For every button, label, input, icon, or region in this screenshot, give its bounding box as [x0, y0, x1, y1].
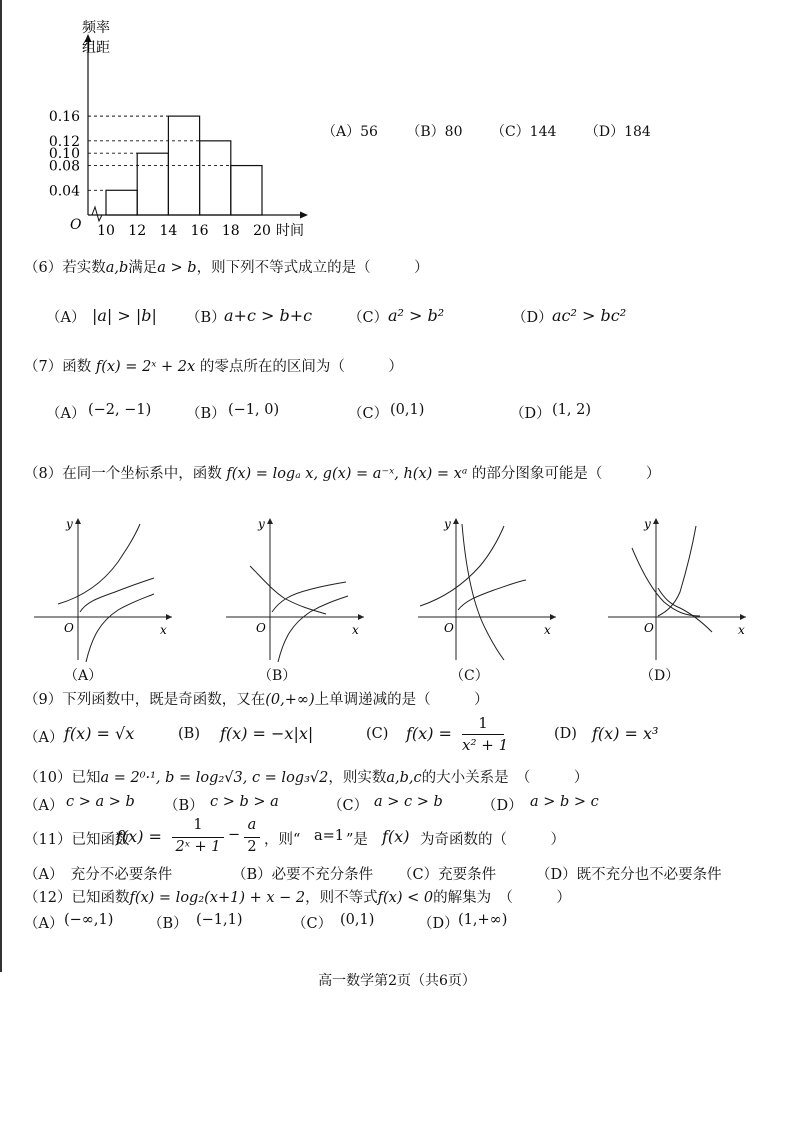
q6-stem: （6）若实数a,b满足a > b，则下列不等式成立的是（ ）	[24, 260, 429, 276]
q8-graph-c	[414, 512, 562, 662]
y-axis-label: y	[644, 517, 651, 531]
q5-option-d: （D）184	[584, 124, 651, 140]
q5-option-a: （A）56	[322, 124, 378, 140]
q9-option-d: f(x) = x³	[592, 724, 659, 743]
q7-option-c-label: （C）	[348, 406, 389, 422]
curve-power	[458, 580, 526, 610]
q11-frac1-denominator: 2ˣ + 1	[175, 839, 221, 855]
q7-options	[0, 402, 794, 426]
q9-option-c-label: (C)	[366, 726, 389, 742]
x-axis-label: x	[738, 623, 745, 637]
q6-option-a-label: （A）	[46, 310, 86, 326]
curve-decay	[250, 566, 326, 614]
x-tick-label-6: 20	[253, 223, 271, 239]
origin-label: O	[64, 621, 74, 635]
q12-option-c: (0,1)	[340, 912, 375, 928]
q11-option-c: （C）充要条件	[398, 867, 497, 883]
q6-option-a: |a| > |b|	[92, 306, 157, 325]
x-axis-arrow	[358, 614, 364, 620]
q11-frac2-bar	[244, 837, 260, 838]
q5-option-c: （C）144	[490, 124, 557, 140]
y-tick-label-5: 0.16	[48, 109, 80, 126]
q9-option-a-label: （A）	[24, 730, 64, 746]
q6-option-c: a² > b²	[388, 306, 445, 325]
q7-option-d: (1, 2)	[552, 402, 591, 418]
y-axis-title-bottom: 组距	[82, 40, 110, 56]
curve-power	[658, 526, 696, 616]
q10-option-b: c > b > a	[210, 794, 279, 810]
q5-options	[322, 121, 675, 141]
q7-option-b-label: （B）	[186, 406, 226, 422]
q9-option-a: f(x) = √x	[64, 724, 135, 743]
curve-exponential	[420, 526, 504, 606]
origin-label: O	[444, 621, 454, 635]
histogram-bar-2	[137, 153, 168, 215]
q12-option-d: (1,+∞)	[458, 912, 508, 928]
q7-stem: （7）函数 f(x) = 2ˣ + 2x 的零点所在的区间为（ ）	[24, 359, 403, 375]
y-axis-label: y	[258, 517, 265, 531]
x-axis-label: x	[352, 623, 359, 637]
x-axis-break	[92, 207, 102, 221]
q8-graph-d	[604, 512, 752, 662]
x-axis-title: 时间	[276, 223, 304, 239]
q8-graph-a	[30, 512, 178, 662]
curve-log	[462, 524, 504, 660]
q9-options	[0, 716, 794, 760]
x-tick-label-2: 12	[128, 223, 147, 239]
q11-frac1-bar	[172, 837, 224, 838]
y-axis-arrow	[453, 518, 459, 524]
q8-graph-d-label: （D）	[640, 668, 680, 684]
x-tick-label-5: 18	[221, 223, 240, 239]
q9-option-b-label: (B)	[178, 726, 200, 742]
histogram-bar-4	[200, 141, 231, 215]
x-axis-label: x	[160, 623, 167, 637]
q11-option-d: （D）既不充分也不必要条件	[536, 867, 722, 883]
curve-decay	[632, 548, 700, 616]
q10-option-c: a > c > b	[374, 794, 443, 810]
q12-option-a-label: （A）	[24, 916, 64, 932]
histogram-chart	[18, 10, 318, 240]
x-axis-arrow	[300, 212, 308, 219]
q9-stem: （9）下列函数中，既是奇函数，又在(0,+∞)上单调递减的是（ ）	[24, 692, 489, 708]
q6-option-b: a+c > b+c	[224, 306, 313, 325]
q12-options	[0, 912, 794, 934]
q9-option-c-numerator: 1	[478, 714, 488, 732]
y-tick-label-3: 0.10	[48, 146, 80, 163]
q7-option-a-label: （A）	[46, 406, 86, 422]
q10-stem: （10）已知a = 2⁰·¹, b = log₂√3, c = log₃√2，则实数a,b,c的大小关系是 （ ）	[24, 770, 589, 786]
q12-option-c-label: （C）	[292, 916, 333, 932]
x-tick-label-3: 14	[159, 223, 178, 239]
q12-option-b-label: （B）	[148, 916, 188, 932]
curve-power	[80, 578, 154, 612]
origin-label: O	[256, 621, 266, 635]
q9-option-d-label: (D)	[554, 726, 577, 742]
y-axis-title-top: 频率	[82, 20, 110, 36]
y-tick-label-2: 0.08	[48, 158, 80, 175]
q5-option-b: （B）80	[406, 124, 463, 140]
q8-graph-b	[222, 512, 370, 662]
x-tick-label-4: 16	[190, 223, 209, 239]
q12-option-b: (−1,1)	[196, 912, 243, 928]
y-axis-arrow	[267, 518, 273, 524]
y-tick-label-1: 0.04	[48, 183, 80, 200]
histogram-bar-1	[106, 190, 137, 215]
q12-stem: （12）已知函数f(x) = log₂(x+1) + x − 2，则不等式f(x) < 0的解集为 （ ）	[24, 890, 571, 906]
q11-frac2-numerator: a	[247, 817, 257, 833]
q8-graph-a-label: （A）	[64, 668, 103, 684]
q11-frac1-numerator: 1	[193, 817, 203, 833]
page-footer: 高一数学第2页（共6页）	[318, 973, 476, 989]
x-axis-arrow	[550, 614, 556, 620]
q10-option-d: a > b > c	[530, 794, 599, 810]
q10-options	[0, 794, 794, 816]
curve-log	[86, 594, 154, 662]
y-axis-arrow	[653, 518, 659, 524]
q11-frac2-denominator: 2	[247, 839, 257, 855]
q6-option-b-label: （B）	[186, 310, 226, 326]
histogram-bar-5	[231, 166, 262, 215]
origin-label: O	[644, 621, 654, 635]
q8-graph-c-label: （C）	[450, 668, 489, 684]
q6-option-d: ac² > bc²	[552, 306, 627, 325]
y-axis-arrow	[75, 518, 81, 524]
q7-option-d-label: （D）	[510, 406, 551, 422]
y-tick-label-4: 0.12	[48, 133, 80, 150]
q11-option-b: （B）必要不充分条件	[232, 867, 374, 883]
q11-stem: （11）已知函数 f(x) = 1 2ˣ + 1 − a 2 ，则“ a=1 ”是 f(x) 为奇函数的（ ）	[24, 817, 565, 855]
y-axis-label: y	[444, 517, 451, 531]
q6-option-d-label: （D）	[512, 310, 553, 326]
q11-option-a: （A） 充分不必要条件	[24, 867, 173, 883]
q9-option-b: f(x) = −x|x|	[220, 724, 314, 743]
y-axis-label: y	[66, 517, 73, 531]
q9-option-c-fraction-bar	[462, 734, 504, 735]
x-axis-label: x	[544, 623, 551, 637]
q7-option-c: (0,1)	[390, 402, 425, 418]
origin-label: O	[70, 217, 82, 233]
q8-graph-b-label: （B）	[258, 668, 297, 684]
q6-option-c-label: （C）	[348, 310, 389, 326]
q11-options	[0, 863, 794, 885]
q7-option-b: (−1, 0)	[228, 402, 280, 418]
q10-option-a-label: （A）	[24, 798, 64, 814]
q6-options	[0, 306, 794, 330]
q10-option-a: c > a > b	[66, 794, 135, 810]
curve-exponential	[58, 524, 140, 604]
q9-option-c-denominator: x² + 1	[462, 736, 509, 754]
curve-log	[658, 588, 712, 632]
q7-option-a: (−2, −1)	[88, 402, 152, 418]
q8-stem: （8）在同一个坐标系中，函数 f(x) = logₐ x, g(x) = a⁻ˣ, h(x) = xᵃ 的部分图象可能是（ ）	[24, 466, 661, 482]
q12-option-a: (−∞,1)	[64, 912, 114, 928]
q10-option-d-label: （D）	[482, 798, 523, 814]
curve-log	[278, 596, 348, 662]
q10-option-c-label: （C）	[328, 798, 369, 814]
q10-option-b-label: （B）	[164, 798, 204, 814]
x-axis-arrow	[740, 614, 746, 620]
x-axis-arrow	[166, 614, 172, 620]
q12-option-d-label: （D）	[418, 916, 459, 932]
x-tick-label-1: 10	[97, 223, 115, 239]
q9-option-c-lhs: f(x) =	[406, 724, 452, 743]
